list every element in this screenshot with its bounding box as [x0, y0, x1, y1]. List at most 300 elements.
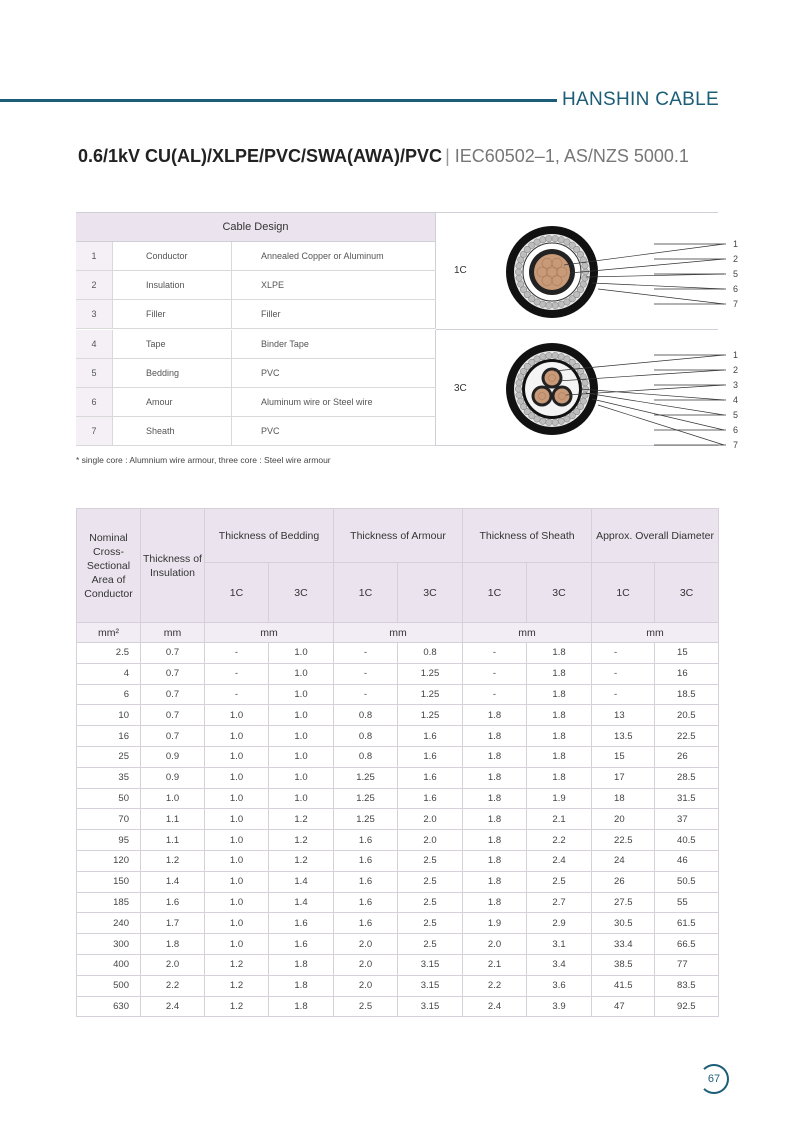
design-row — [76, 359, 436, 388]
callout-line — [586, 274, 724, 277]
table-cell: 2.5 — [334, 996, 398, 1017]
table-cell: 0.9 — [141, 767, 205, 788]
table-cell: 1.8 — [269, 975, 334, 996]
table-cell: 22.5 — [592, 830, 655, 851]
table-cell: 3.9 — [527, 996, 592, 1017]
armour-wire — [518, 398, 524, 404]
table-cell: 2.1 — [463, 954, 527, 975]
table-cell: 150 — [77, 871, 141, 892]
unit-diameter: mm — [592, 623, 719, 643]
design-row-number: 5 — [76, 359, 113, 387]
table-cell: 500 — [77, 975, 141, 996]
table-cell: 1.6 — [398, 788, 463, 809]
table-cell: 1.0 — [205, 892, 269, 913]
design-split-line — [436, 329, 718, 330]
header-sheath-3c: 3C — [527, 563, 592, 623]
table-cell: 1.0 — [269, 663, 334, 684]
unit-area: mm² — [77, 623, 141, 643]
table-cell: 1.6 — [269, 913, 334, 934]
table-cell: 0.7 — [141, 643, 205, 664]
table-cell: 46 — [655, 850, 719, 871]
table-cell: 0.7 — [141, 726, 205, 747]
table-cell: 630 — [77, 996, 141, 1017]
table-cell: 16 — [655, 663, 719, 684]
table-cell: 1.0 — [205, 809, 269, 830]
unit-sheath: mm — [463, 623, 592, 643]
table-cell: 0.8 — [398, 643, 463, 664]
callout-number: 4 — [733, 395, 739, 405]
armour-wire — [540, 354, 546, 360]
armour-wire — [540, 237, 546, 243]
table-cell: 1.0 — [205, 850, 269, 871]
callout-line — [592, 283, 724, 289]
armour-wire — [552, 302, 558, 308]
armour-wire — [558, 301, 564, 307]
design-row-divider — [231, 242, 232, 270]
table-cell: 1.6 — [398, 726, 463, 747]
table-cell: 2.5 — [77, 643, 141, 664]
table-cell: 2.5 — [398, 934, 463, 955]
armour-wire — [546, 352, 552, 358]
cable-design-header: Cable Design — [76, 213, 436, 242]
table-cell: 1.8 — [527, 767, 592, 788]
table-cell: 18.5 — [655, 684, 719, 705]
callout-number: 1 — [733, 350, 739, 360]
table-row — [77, 809, 719, 830]
table-cell: 1.4 — [269, 892, 334, 913]
header-armour-1c: 1C — [334, 563, 398, 623]
table-cell: 2.7 — [527, 892, 592, 913]
table-cell: 1.0 — [205, 705, 269, 726]
callout-number: 3 — [733, 380, 739, 390]
table-cell: 26 — [592, 871, 655, 892]
table-cell: 400 — [77, 954, 141, 975]
design-row-divider — [231, 330, 232, 358]
table-cell: 1.6 — [141, 892, 205, 913]
table-cell: 1.8 — [141, 934, 205, 955]
table-cell: 1.8 — [463, 850, 527, 871]
design-row-divider — [231, 417, 232, 445]
table-cell: 1.2 — [205, 996, 269, 1017]
table-cell: 1.8 — [527, 705, 592, 726]
design-row-material: PVC — [261, 426, 280, 437]
table-cell: 1.4 — [141, 871, 205, 892]
table-cell: - — [463, 643, 527, 664]
table-cell: 1.6 — [334, 913, 398, 934]
table-cell: 1.8 — [269, 954, 334, 975]
table-cell: 95 — [77, 830, 141, 851]
design-row-material: PVC — [261, 367, 280, 378]
table-cell: 3.1 — [527, 934, 592, 955]
callout-number: 1 — [733, 239, 739, 249]
table-cell: 4 — [77, 663, 141, 684]
armour-wire — [534, 239, 540, 245]
table-cell: 3.15 — [398, 954, 463, 975]
single-core-cross-section — [504, 217, 739, 327]
table-cell: 1.2 — [269, 850, 334, 871]
title-separator: | — [445, 146, 450, 166]
table-cell: 2.2 — [527, 830, 592, 851]
table-cell: 2.0 — [398, 809, 463, 830]
brand-name: HANSHIN CABLE — [562, 89, 719, 110]
table-cell: - — [205, 684, 269, 705]
header-insulation: Thickness of Insulation — [141, 509, 205, 623]
armour-wire — [516, 380, 522, 386]
table-cell: 2.1 — [527, 809, 592, 830]
table-row — [77, 746, 719, 767]
table-cell: 1.4 — [269, 871, 334, 892]
table-cell: 38.5 — [592, 954, 655, 975]
cable-design-table — [76, 212, 739, 450]
design-row-material: Annealed Copper or Aluminum — [261, 251, 384, 261]
table-cell: 1.0 — [269, 684, 334, 705]
design-row-number: 7 — [76, 417, 113, 445]
armour-wire — [552, 352, 558, 358]
design-row-part: Tape — [146, 338, 166, 349]
table-cell: 2.0 — [334, 934, 398, 955]
table-row — [77, 788, 719, 809]
armour-note: * single core : Alumnium wire armour, three core : Steel wire armour — [76, 455, 331, 465]
table-cell: 2.0 — [398, 830, 463, 851]
table-cell: 1.8 — [463, 892, 527, 913]
copper-conductor — [534, 254, 570, 290]
table-cell: 2.4 — [527, 850, 592, 871]
table-cell: 13 — [592, 705, 655, 726]
table-cell: 92.5 — [655, 996, 719, 1017]
table-cell: 1.6 — [269, 934, 334, 955]
design-row — [76, 300, 436, 329]
armour-wire — [516, 263, 522, 269]
table-cell: 26 — [655, 746, 719, 767]
three-core-cross-section — [504, 335, 739, 450]
table-cell: 1.8 — [463, 767, 527, 788]
table-row — [77, 871, 719, 892]
header-area: Nominal Cross-Sectional Area of Conductor — [77, 509, 141, 623]
table-cell: 240 — [77, 913, 141, 934]
table-cell: 1.8 — [463, 746, 527, 767]
table-cell: 1.0 — [205, 830, 269, 851]
design-row-part: Sheath — [146, 426, 175, 437]
title-main: 0.6/1kV CU(AL)/XLPE/PVC/SWA(AWA)/PVC — [78, 146, 443, 166]
table-cell: 1.0 — [205, 788, 269, 809]
table-cell: 0.8 — [334, 746, 398, 767]
page-title — [78, 146, 689, 167]
table-cell: 2.2 — [463, 975, 527, 996]
armour-wire — [515, 386, 521, 392]
table-cell: 66.5 — [655, 934, 719, 955]
table-cell: 1.8 — [527, 643, 592, 664]
design-row — [76, 271, 436, 300]
table-cell: 61.5 — [655, 913, 719, 934]
table-row — [77, 830, 719, 851]
table-cell: 1.25 — [398, 705, 463, 726]
table-cell: 1.6 — [398, 746, 463, 767]
table-cell: 1.2 — [269, 809, 334, 830]
table-cell: 25 — [77, 746, 141, 767]
table-row — [77, 954, 719, 975]
table-cell: 2.4 — [463, 996, 527, 1017]
table-cell: 2.0 — [334, 954, 398, 975]
table-cell: 2.2 — [141, 975, 205, 996]
armour-wire — [516, 392, 522, 398]
table-cell: 185 — [77, 892, 141, 913]
design-row-part: Insulation — [146, 280, 185, 291]
table-cell: 18 — [592, 788, 655, 809]
armour-wire — [558, 418, 564, 424]
callout-number: 6 — [733, 425, 739, 435]
table-cell: 1.2 — [205, 975, 269, 996]
table-cell: 1.0 — [141, 788, 205, 809]
table-cell: 1.25 — [334, 767, 398, 788]
table-cell: 1.0 — [205, 871, 269, 892]
table-cell: 1.8 — [527, 746, 592, 767]
callout-number: 2 — [733, 254, 739, 264]
table-cell: 0.8 — [334, 705, 398, 726]
table-cell: 1.2 — [205, 954, 269, 975]
table-row — [77, 663, 719, 684]
design-row-material: Aluminum wire or Steel wire — [261, 397, 373, 407]
table-cell: 1.2 — [141, 850, 205, 871]
table-cell: 30.5 — [592, 913, 655, 934]
table-cell: - — [334, 663, 398, 684]
callout-number: 7 — [733, 440, 739, 450]
table-cell: 1.0 — [205, 767, 269, 788]
armour-wire — [558, 237, 564, 243]
table-cell: 20 — [592, 809, 655, 830]
table-cell: 1.8 — [463, 871, 527, 892]
single-core-label: 1C — [454, 265, 467, 276]
armour-wire — [515, 269, 521, 275]
three-core-label: 3C — [454, 383, 467, 394]
table-cell: 3.6 — [527, 975, 592, 996]
header-sheath: Thickness of Sheath — [463, 509, 592, 563]
table-cell: 1.25 — [398, 684, 463, 705]
table-cell: 1.2 — [269, 830, 334, 851]
table-cell: 1.0 — [269, 643, 334, 664]
table-cell: 1.8 — [463, 726, 527, 747]
design-row-divider — [231, 300, 232, 328]
table-cell: 10 — [77, 705, 141, 726]
callout-number: 5 — [733, 269, 739, 279]
table-cell: 3.15 — [398, 996, 463, 1017]
table-cell: - — [592, 684, 655, 705]
table-cell: - — [334, 684, 398, 705]
table-cell: 27.5 — [592, 892, 655, 913]
table-cell: 1.0 — [269, 746, 334, 767]
table-cell: 0.7 — [141, 684, 205, 705]
table-cell: 55 — [655, 892, 719, 913]
table-cell: - — [205, 663, 269, 684]
table-cell: 20.5 — [655, 705, 719, 726]
armour-wire — [518, 281, 524, 287]
table-row — [77, 975, 719, 996]
table-cell: 15 — [655, 643, 719, 664]
table-cell: - — [205, 643, 269, 664]
design-row-number: 3 — [76, 300, 113, 328]
core-conductor — [545, 371, 560, 386]
header-armour-3c: 3C — [398, 563, 463, 623]
table-cell: 2.0 — [334, 975, 398, 996]
table-cell: 50.5 — [655, 871, 719, 892]
table-cell: 1.0 — [269, 726, 334, 747]
design-row-material: Filler — [261, 309, 281, 320]
table-cell: 1.25 — [334, 788, 398, 809]
table-cell: 2.5 — [398, 913, 463, 934]
armour-wire — [582, 263, 588, 269]
design-row-part: Bedding — [146, 367, 180, 378]
table-cell: 1.8 — [527, 663, 592, 684]
header-diameter: Approx. Overall Diameter — [592, 509, 719, 563]
unit-bedding: mm — [205, 623, 334, 643]
table-cell: 1.0 — [205, 726, 269, 747]
table-row — [77, 684, 719, 705]
armour-wire — [552, 419, 558, 425]
table-cell: 1.25 — [334, 809, 398, 830]
design-row — [76, 242, 436, 271]
table-cell: 1.0 — [269, 788, 334, 809]
table-cell: 2.5 — [398, 850, 463, 871]
title-standard: IEC60502–1, AS/NZS 5000.1 — [454, 146, 689, 166]
page-number: 67 — [699, 1064, 729, 1094]
table-cell: 17 — [592, 767, 655, 788]
armour-wire — [546, 235, 552, 241]
core-conductor — [555, 389, 570, 404]
table-cell: 1.6 — [398, 767, 463, 788]
table-row — [77, 913, 719, 934]
callout-number: 5 — [733, 410, 739, 420]
table-cell: 1.8 — [463, 705, 527, 726]
armour-wire — [534, 356, 540, 362]
table-cell: 1.8 — [463, 830, 527, 851]
table-cell: - — [592, 643, 655, 664]
table-cell: 70 — [77, 809, 141, 830]
header-sheath-1c: 1C — [463, 563, 527, 623]
armour-wire — [546, 419, 552, 425]
table-cell: 16 — [77, 726, 141, 747]
table-cell: 31.5 — [655, 788, 719, 809]
table-cell: 1.8 — [527, 726, 592, 747]
design-row-divider — [231, 359, 232, 387]
table-cell: - — [592, 663, 655, 684]
armour-wire — [564, 299, 570, 305]
design-row-number: 4 — [76, 330, 113, 358]
table-row — [77, 726, 719, 747]
design-row-number: 2 — [76, 271, 113, 299]
table-cell: 2.5 — [398, 871, 463, 892]
table-cell: 1.9 — [463, 913, 527, 934]
table-cell: 0.7 — [141, 705, 205, 726]
armour-wire — [564, 416, 570, 422]
header-armour: Thickness of Armour — [334, 509, 463, 563]
design-row-part: Filler — [146, 309, 166, 320]
table-cell: 1.8 — [269, 996, 334, 1017]
design-row-material: Binder Tape — [261, 338, 309, 349]
table-cell: 2.5 — [527, 871, 592, 892]
header-bedding-3c: 3C — [269, 563, 334, 623]
table-cell: 2.5 — [398, 892, 463, 913]
header-diameter-1c: 1C — [592, 563, 655, 623]
table-cell: 28.5 — [655, 767, 719, 788]
table-cell: 1.0 — [205, 913, 269, 934]
table-cell: 1.0 — [205, 746, 269, 767]
table-cell: 0.8 — [334, 726, 398, 747]
design-row-number: 6 — [76, 388, 113, 416]
callout-number: 2 — [733, 365, 739, 375]
design-row-divider — [231, 388, 232, 416]
table-cell: 1.0 — [269, 767, 334, 788]
table-cell: 1.6 — [334, 871, 398, 892]
design-row-part: Conductor — [146, 251, 188, 261]
design-row-material: XLPE — [261, 280, 285, 291]
armour-wire — [540, 418, 546, 424]
table-cell: 2.0 — [141, 954, 205, 975]
table-cell: 1.8 — [527, 684, 592, 705]
table-cell: 13.5 — [592, 726, 655, 747]
callout-line — [586, 393, 724, 415]
table-row — [77, 767, 719, 788]
callout-line — [592, 399, 724, 430]
table-cell: 0.9 — [141, 746, 205, 767]
table-cell: 15 — [592, 746, 655, 767]
table-cell: 1.1 — [141, 830, 205, 851]
armour-wire — [582, 275, 588, 281]
table-cell: 1.25 — [398, 663, 463, 684]
table-cell: 300 — [77, 934, 141, 955]
design-row — [76, 388, 436, 417]
table-cell: 22.5 — [655, 726, 719, 747]
table-cell: 37 — [655, 809, 719, 830]
table-cell: 47 — [592, 996, 655, 1017]
table-cell: 1.6 — [334, 892, 398, 913]
unit-armour: mm — [334, 623, 463, 643]
core-conductor — [535, 389, 550, 404]
table-cell: 1.8 — [463, 788, 527, 809]
callout-line — [598, 405, 724, 445]
callout-line — [598, 289, 724, 304]
design-row — [76, 330, 436, 359]
table-cell: 2.0 — [463, 934, 527, 955]
table-cell: 0.7 — [141, 663, 205, 684]
table-cell: 1.0 — [205, 934, 269, 955]
armour-wire — [558, 354, 564, 360]
table-cell: - — [463, 684, 527, 705]
table-cell: 2.4 — [141, 996, 205, 1017]
design-row-divider — [231, 271, 232, 299]
table-row — [77, 643, 719, 664]
table-cell: - — [463, 663, 527, 684]
table-cell: 1.1 — [141, 809, 205, 830]
table-cell: 3.4 — [527, 954, 592, 975]
table-cell: 1.0 — [269, 705, 334, 726]
table-cell: 50 — [77, 788, 141, 809]
table-row — [77, 996, 719, 1017]
header-rule — [0, 99, 557, 102]
callout-number: 6 — [733, 284, 739, 294]
table-row — [77, 892, 719, 913]
table-cell: 120 — [77, 850, 141, 871]
table-cell: 1.8 — [463, 809, 527, 830]
armour-wire — [582, 380, 588, 386]
table-cell: 1.6 — [334, 830, 398, 851]
unit-insulation: mm — [141, 623, 205, 643]
specification-table — [76, 508, 719, 1017]
table-cell: 3.15 — [398, 975, 463, 996]
design-row — [76, 417, 436, 446]
header-bedding: Thickness of Bedding — [205, 509, 334, 563]
table-row — [77, 705, 719, 726]
table-row — [77, 850, 719, 871]
table-cell: 2.9 — [527, 913, 592, 934]
